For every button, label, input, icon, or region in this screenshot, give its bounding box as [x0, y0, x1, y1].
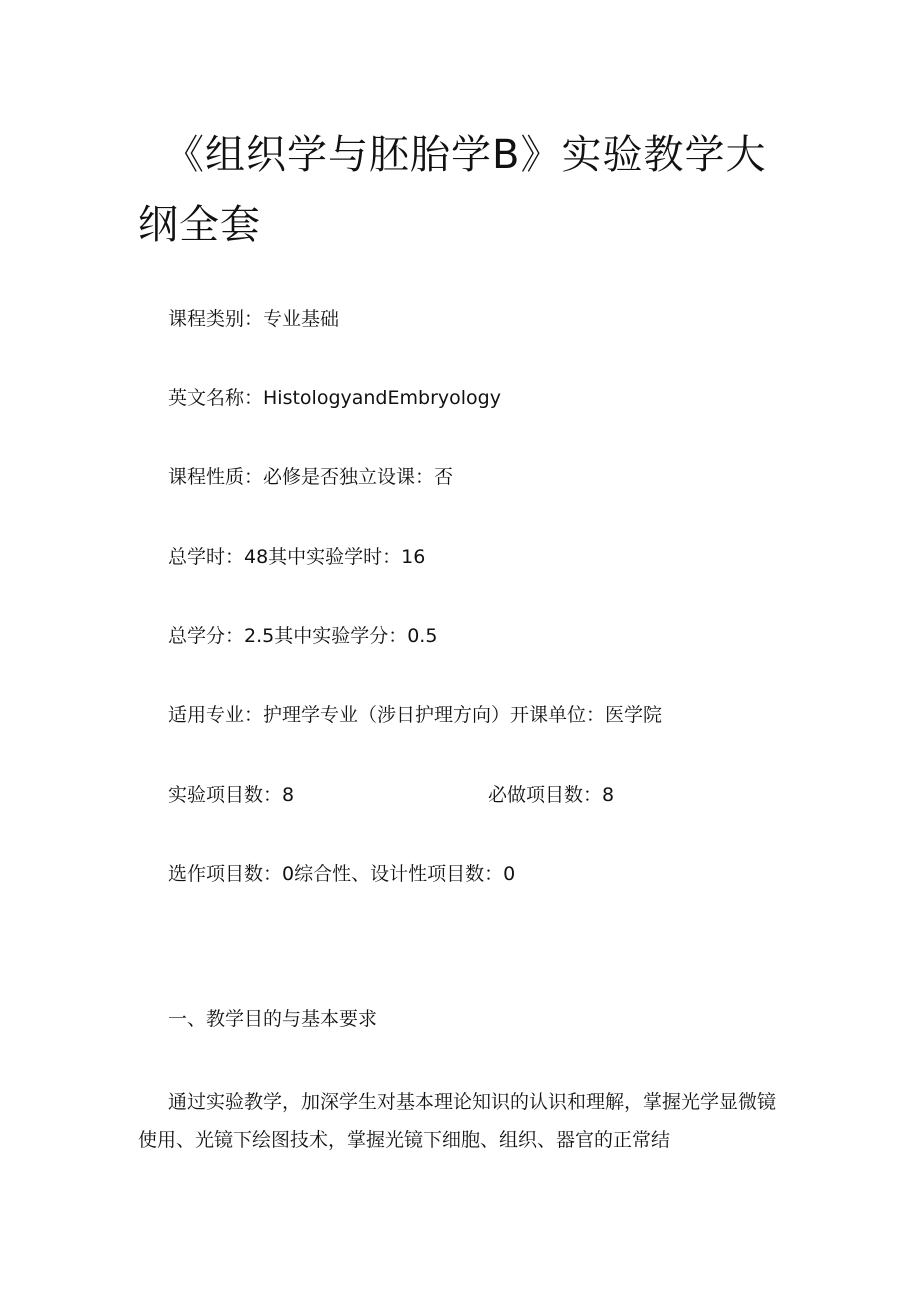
applicable-major-line: 适用专业：护理学专业（涉日护理方向）开课单位：医学院 — [168, 704, 663, 726]
body-paragraph: 通过实验教学，加深学生对基本理论知识的认识和理解，掌握光学显微镜使用、光镜下绘图技术，掌握光镜下细胞、组织、器官的正常结 — [138, 1091, 777, 1151]
elective-count-line: 选作项目数：0综合性、设计性项目数：0 — [168, 863, 516, 885]
total-credits-line: 总学分：2.5其中实验学分：0.5 — [168, 625, 438, 647]
experiment-count-line: 实验项目数：8 — [168, 784, 295, 806]
total-hours-line: 总学时：48其中实验学时：16 — [168, 546, 426, 568]
document-title: 《组织学与胚胎学B》实验教学大纲全套 — [138, 132, 767, 248]
section-heading: 一、教学目的与基本要求 — [168, 1008, 378, 1030]
english-name-line: 英文名称：HistologyandEmbryology — [168, 387, 501, 409]
course-nature-line: 课程性质：必修是否独立设课：否 — [168, 466, 454, 488]
course-category-line: 课程类别：专业基础 — [168, 308, 340, 330]
required-count-line: 必做项目数：8 — [488, 784, 615, 806]
